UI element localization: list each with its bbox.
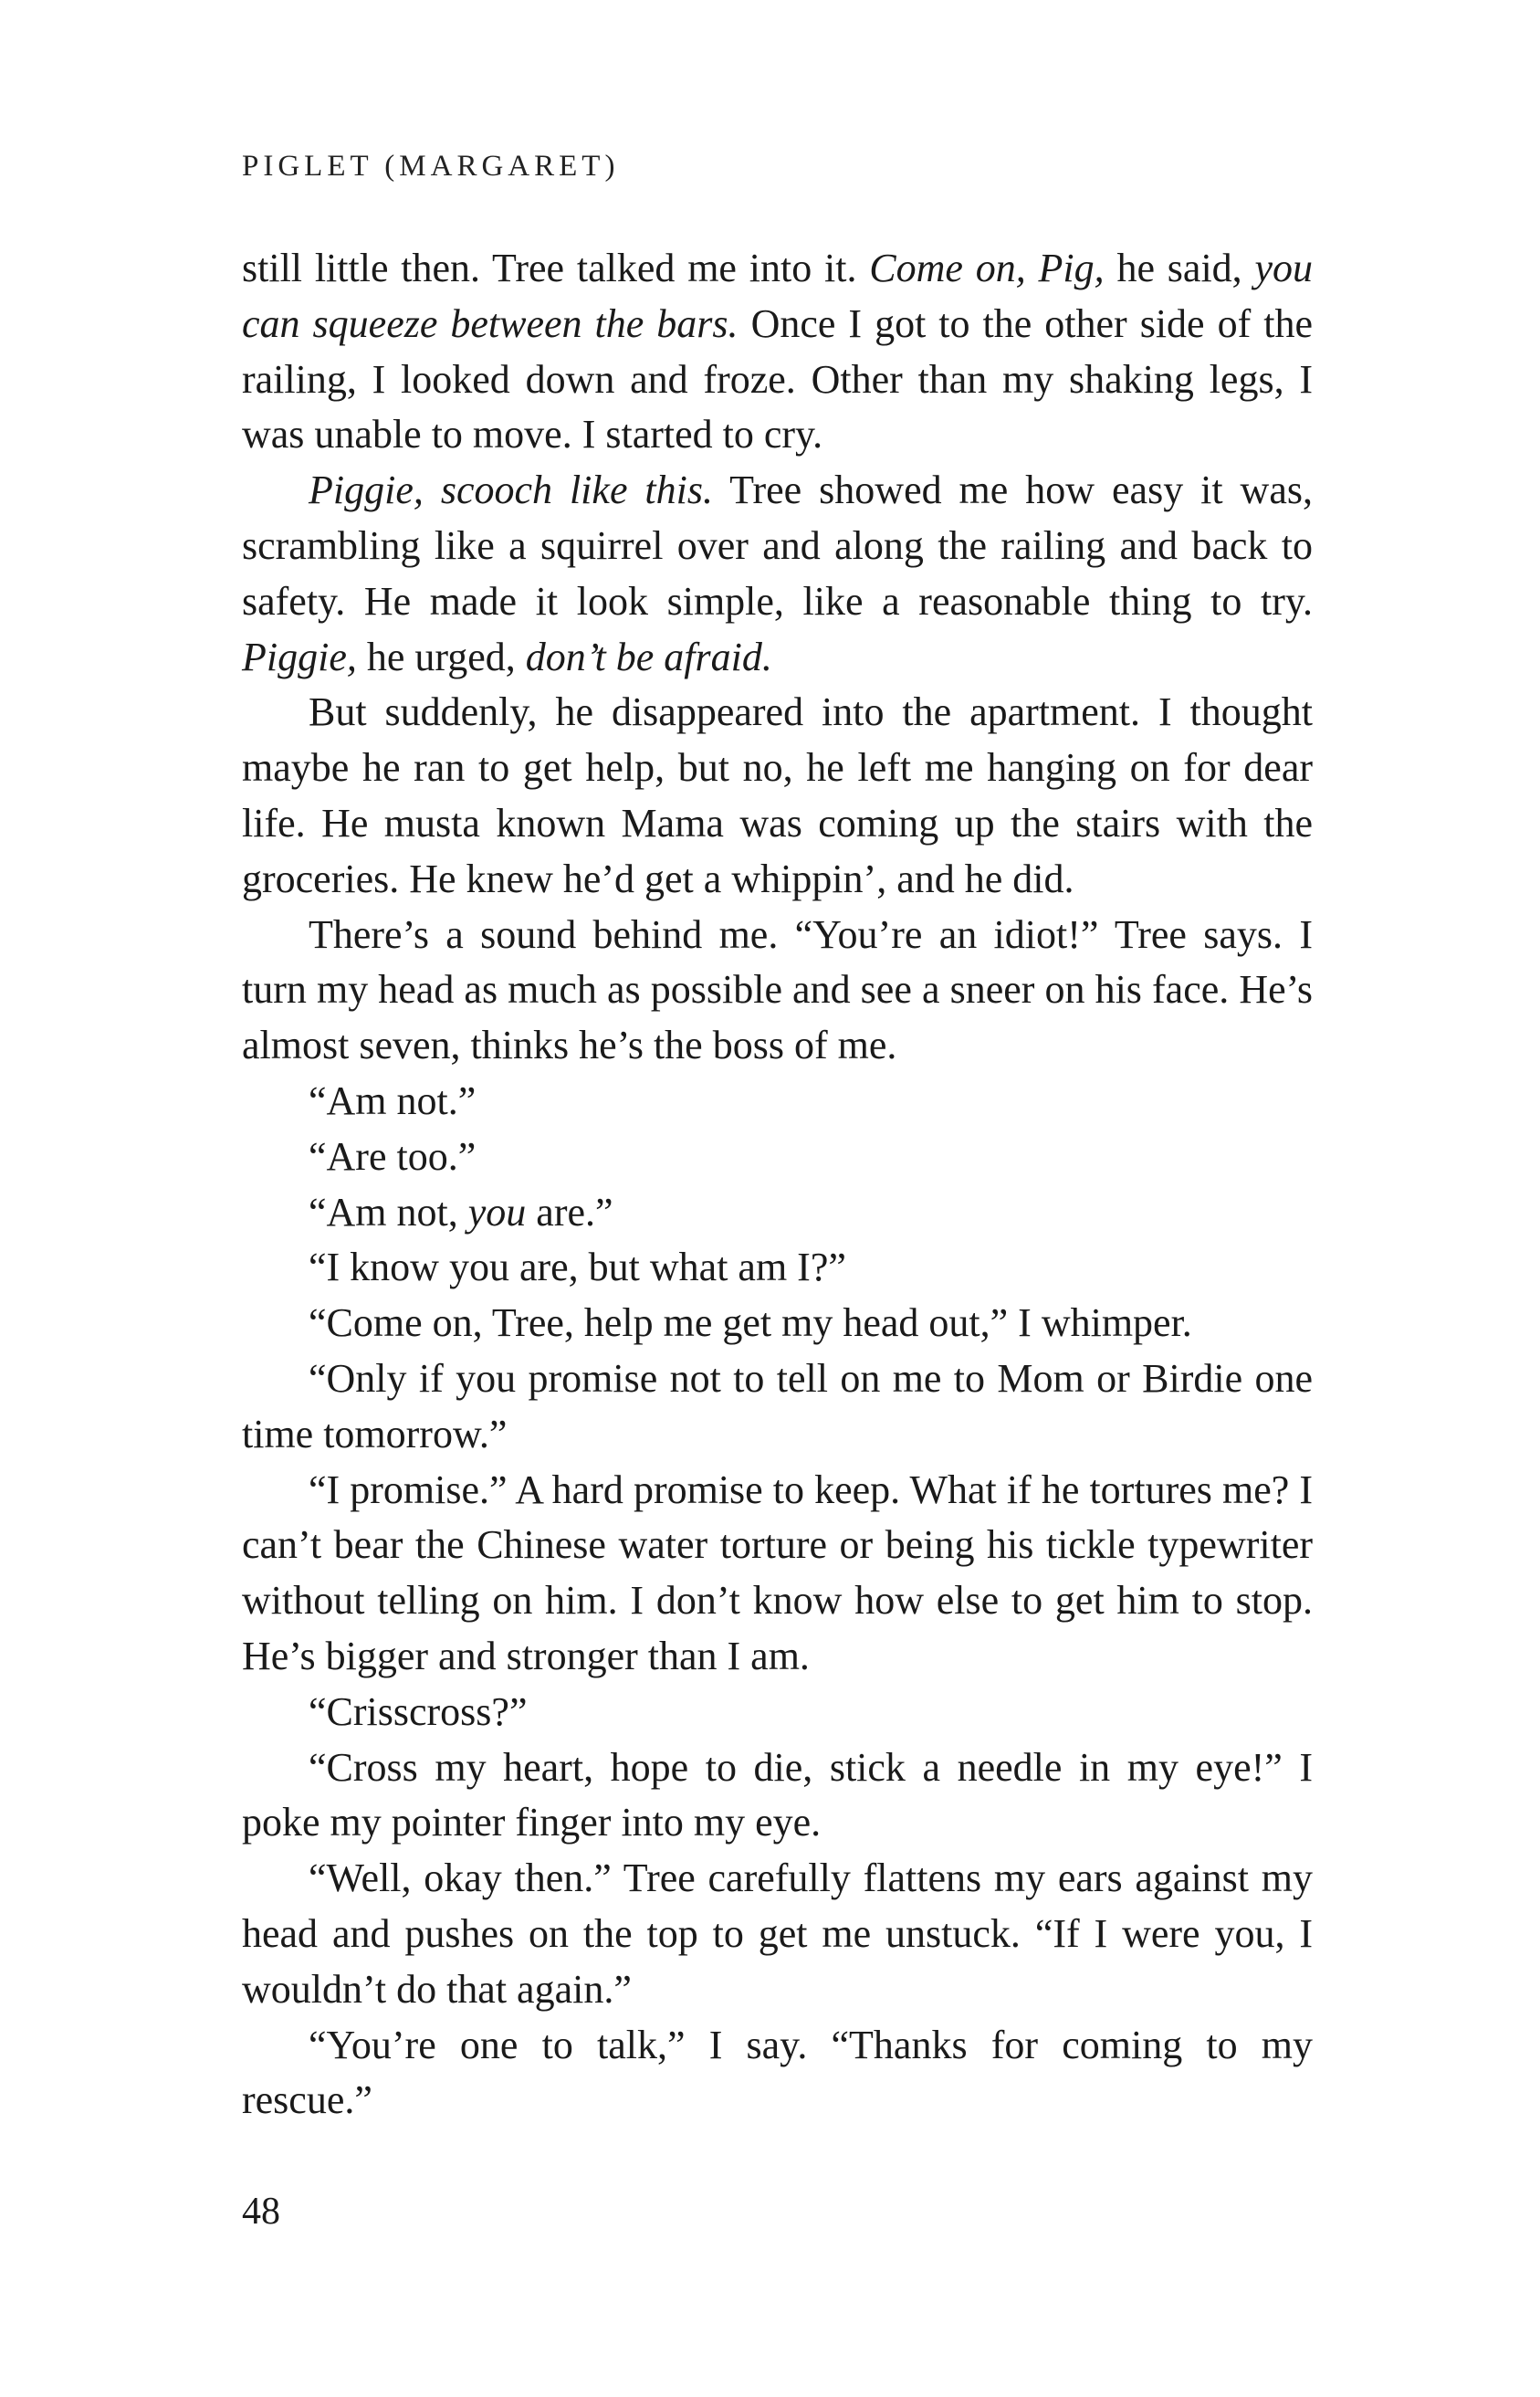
italic-text: Come on, Pig, <box>869 246 1105 290</box>
paragraph <box>242 685 1313 907</box>
italic-text: Piggie, scooch like this. <box>309 468 713 513</box>
paragraph <box>242 1851 1313 2017</box>
paragraph <box>242 1685 1313 1740</box>
paragraph <box>242 2018 1313 2129</box>
text-run: Tree showed me how easy it was, scrambling like a squirrel over and along the railing and back to safety. He made it look simple, like a reasonable thing to try. <box>242 468 1313 624</box>
italic-text: you can squeeze between the bars. <box>242 246 1314 346</box>
text-run: are.” <box>526 1189 613 1235</box>
text-run: There’s a sound behind me. “You’re an idiot!” Tree says. I turn my head as much as possible and see a sneer on his face. He’s almost seven, thinks he’s the boss of me. <box>242 911 1313 1068</box>
text-run: “Am not, <box>309 1189 468 1235</box>
paragraph <box>242 1074 1313 1130</box>
text-run: he said, <box>1104 246 1255 290</box>
text-run: Once I got to the other side of the railing, I looked down and froze. Other than my shaking legs, I was unable to move. I started to cry. <box>242 300 1313 457</box>
text-run: “Cross my heart, hope to die, stick a needle in my eye!” I poke my pointer finger into my eye. <box>242 1744 1313 1845</box>
running-head: PIGLET (MARGARET) <box>242 150 620 183</box>
body-text <box>242 241 1313 2129</box>
paragraph <box>242 1740 1313 1852</box>
italic-text: you <box>467 1189 527 1235</box>
text-run: “Only if you promise not to tell on me to Mom or Birdie one time tomorrow.” <box>242 1355 1313 1456</box>
italic-text: Piggie, <box>242 634 357 679</box>
page-number: 48 <box>242 2191 280 2233</box>
text-run: “Am not.” <box>309 1078 477 1123</box>
paragraph <box>242 1185 1313 1241</box>
paragraph <box>242 1463 1313 1685</box>
text-run: “Come on, Tree, help me get my head out,” I whimper. <box>309 1300 1192 1346</box>
paragraph <box>242 908 1313 1074</box>
paragraph <box>242 1240 1313 1296</box>
text-run: he urged, <box>356 634 526 679</box>
text-run: “Well, okay then.” Tree carefully flattens my ears against my head and pushes on the top to get me unstuck. “If I were you, I wouldn’t do that again.” <box>242 1856 1313 2012</box>
text-run: “I promise.” A hard promise to keep. What if he tortures me? I can’t bear the Chinese water torture or being his tickle typewriter without telling on him. I don’t know how else to get him to stop. He’s bigger and stronger than I am. <box>242 1467 1313 1678</box>
paragraph <box>242 1296 1313 1351</box>
paragraph <box>242 1130 1313 1185</box>
paragraph <box>242 463 1313 685</box>
text-run: “Crisscross?” <box>309 1688 528 1734</box>
text-run: But suddenly, he disappeared into the apartment. I thought maybe he ran to get help, but no, he left me hanging on for dear life. He musta known Mama was coming up the stairs with the groceries. He knew he’d get a whippin’, and he did. <box>242 689 1313 901</box>
paragraph <box>242 1351 1313 1463</box>
italic-text: don’t be afraid. <box>525 634 772 679</box>
text-run: “Are too.” <box>309 1133 477 1179</box>
text-run: still little then. Tree talked me into it. <box>242 246 870 290</box>
text-run: “I know you are, but what am I?” <box>309 1245 846 1290</box>
text-run: “You’re one to talk,” I say. “Thanks for coming to my rescue.” <box>242 2022 1313 2123</box>
paragraph <box>242 241 1313 463</box>
